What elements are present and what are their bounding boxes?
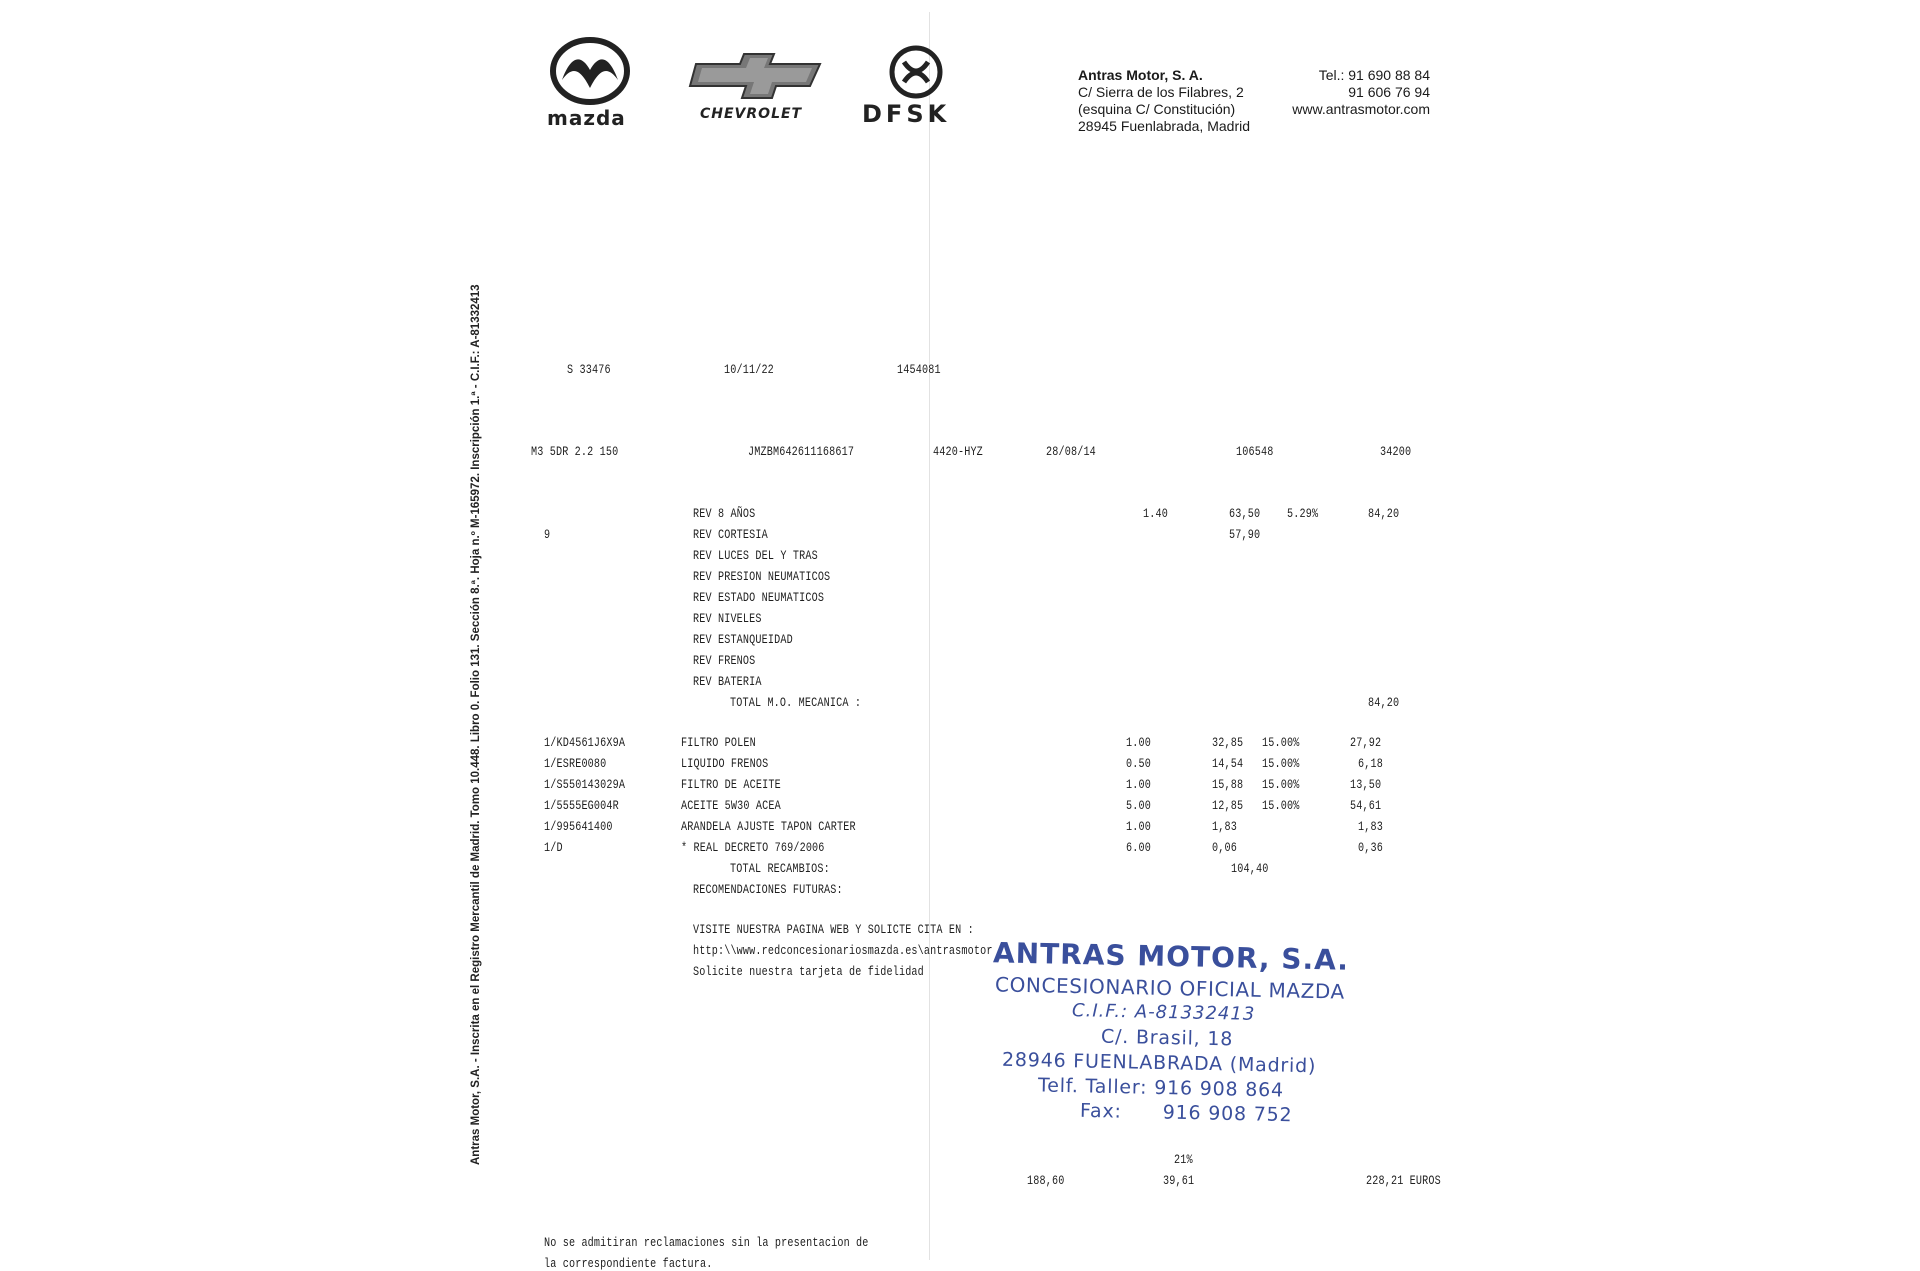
vehicle-model: M3 5DR 2.2 150 bbox=[531, 444, 619, 459]
labour-total-value: 84,20 bbox=[1368, 695, 1400, 710]
part-desc: FILTRO DE ACEITE bbox=[681, 777, 781, 792]
stamp-city: 28946 FUENLABRADA (Madrid) bbox=[1001, 1048, 1317, 1078]
part-ref: 1/995641400 bbox=[544, 819, 613, 834]
stamp-cif: C.I.F.: A-81332413 bbox=[1071, 1000, 1256, 1025]
labour-main-hours: 1.40 bbox=[1143, 506, 1168, 521]
part-total: 6,18 bbox=[1358, 756, 1383, 771]
company-address-block bbox=[1078, 67, 1250, 135]
part-desc: FILTRO POLEN bbox=[681, 735, 756, 750]
labour-courtesy-desc: REV CORTESIA bbox=[693, 527, 768, 542]
company-address-line-1: C/ Sierra de los Filabres, 2 bbox=[1078, 84, 1244, 100]
vat-rate: 21% bbox=[1174, 1152, 1193, 1167]
vehicle-code: 34200 bbox=[1380, 444, 1412, 459]
part-total: 27,92 bbox=[1350, 735, 1382, 750]
labour-main-price: 63,50 bbox=[1229, 506, 1261, 521]
company-address-line-2: (esquina C/ Constitución) bbox=[1078, 101, 1236, 117]
labour-check-item: REV ESTADO NEUMATICOS bbox=[693, 590, 825, 605]
vehicle-registration-date: 28/08/14 bbox=[1046, 444, 1096, 459]
part-price: 14,54 bbox=[1212, 756, 1244, 771]
part-total: 13,50 bbox=[1350, 777, 1382, 792]
labour-check-item: REV ESTANQUEIDAD bbox=[693, 632, 793, 647]
labour-check-item: REV PRESION NEUMATICOS bbox=[693, 569, 831, 584]
part-discount: 15.00% bbox=[1262, 735, 1300, 750]
stamp-street: C/. Brasil, 18 bbox=[1100, 1025, 1234, 1051]
labour-check-item: REV BATERIA bbox=[693, 674, 762, 689]
invoice-date: 10/11/22 bbox=[724, 362, 774, 377]
invoice-ref: 1454081 bbox=[897, 362, 941, 377]
part-ref: 1/ESRE0080 bbox=[544, 756, 607, 771]
labour-courtesy-price: 57,90 bbox=[1229, 527, 1261, 542]
part-ref: 1/KD4561J6X9A bbox=[544, 735, 626, 750]
part-discount: 15.00% bbox=[1262, 756, 1300, 771]
dfsk-emblem-icon bbox=[888, 44, 944, 100]
note-url-line: http:\\www.redconcesionariosmazda.es\antrasmotor bbox=[693, 943, 993, 958]
company-contact-block bbox=[1250, 67, 1430, 118]
chevrolet-bowtie-icon bbox=[688, 52, 828, 100]
labour-main-total: 84,20 bbox=[1368, 506, 1400, 521]
note-website-line: VISITE NUESTRA PAGINA WEB Y SOLICTE CITA EN : bbox=[693, 922, 974, 937]
part-ref: 1/D bbox=[544, 840, 563, 855]
invoice-total: 228,21 EUROS bbox=[1366, 1173, 1441, 1188]
part-qty: 1.00 bbox=[1126, 735, 1151, 750]
part-total: 1,83 bbox=[1358, 819, 1383, 834]
mazda-emblem-icon bbox=[548, 36, 632, 106]
page-fold-line bbox=[929, 12, 930, 1260]
stamp-dealer-line: CONCESIONARIO OFICIAL MAZDA bbox=[994, 972, 1346, 1004]
part-price: 0,06 bbox=[1212, 840, 1237, 855]
parts-total-label: TOTAL RECAMBIOS: bbox=[730, 861, 830, 876]
company-phone-1: Tel.: 91 690 88 84 bbox=[1318, 67, 1430, 83]
part-desc: LIQUIDO FRENOS bbox=[681, 756, 769, 771]
part-ref: 1/S550143029A bbox=[544, 777, 626, 792]
part-price: 1,83 bbox=[1212, 819, 1237, 834]
part-price: 15,88 bbox=[1212, 777, 1244, 792]
part-discount: 15.00% bbox=[1262, 798, 1300, 813]
labour-check-item: REV NIVELES bbox=[693, 611, 762, 626]
labour-courtesy-qty: 9 bbox=[544, 527, 551, 542]
part-discount: 15.00% bbox=[1262, 777, 1300, 792]
part-total: 0,36 bbox=[1358, 840, 1383, 855]
labour-total-label: TOTAL M.O. MECANICA : bbox=[730, 695, 862, 710]
part-price: 32,85 bbox=[1212, 735, 1244, 750]
mazda-wordmark: mazda bbox=[547, 106, 626, 130]
tax-base: 188,60 bbox=[1027, 1173, 1065, 1188]
part-qty: 0.50 bbox=[1126, 756, 1151, 771]
vehicle-vin: JMZBM642611168617 bbox=[748, 444, 855, 459]
invoice-number: S 33476 bbox=[567, 362, 611, 377]
part-qty: 1.00 bbox=[1126, 777, 1151, 792]
labour-main-discount: 5.29% bbox=[1287, 506, 1319, 521]
part-qty: 6.00 bbox=[1126, 840, 1151, 855]
vehicle-km: 106548 bbox=[1236, 444, 1274, 459]
recommendations-label: RECOMENDACIONES FUTURAS: bbox=[693, 882, 843, 897]
dfsk-wordmark: DFSK bbox=[862, 100, 951, 128]
labour-check-item: REV LUCES DEL Y TRAS bbox=[693, 548, 818, 563]
chevrolet-wordmark: CHEVROLET bbox=[700, 106, 803, 122]
vehicle-plate: 4420-HYZ bbox=[933, 444, 983, 459]
company-address-line-3: 28945 Fuenlabrada, Madrid bbox=[1078, 118, 1251, 134]
part-desc: * REAL DECRETO 769/2006 bbox=[681, 840, 825, 855]
parts-total-value: 104,40 bbox=[1231, 861, 1269, 876]
note-loyalty-line: Solicite nuestra tarjeta de fidelidad bbox=[693, 964, 924, 979]
part-desc: ARANDELA AJUSTE TAPON CARTER bbox=[681, 819, 856, 834]
part-qty: 5.00 bbox=[1126, 798, 1151, 813]
footer-line-2: la correspondiente factura. bbox=[544, 1256, 713, 1271]
part-qty: 1.00 bbox=[1126, 819, 1151, 834]
footer-line-1: No se admitiran reclamaciones sin la presentacion de bbox=[544, 1235, 869, 1250]
company-name: Antras Motor, S. A. bbox=[1078, 67, 1203, 83]
registry-side-text: Antras Motor, S.A. - Inscrita en el Registro Mercantil de Madrid. Tomo 10.448. Libro 0. Folio 131. Sección 8.ª. Hoja n.º M-165972. Inscripción 1.ª - C.I.F.: A-81332413 bbox=[470, 284, 482, 1165]
part-desc: ACEITE 5W30 ACEA bbox=[681, 798, 781, 813]
stamp-company-name: ANTRAS MOTOR, S.A. bbox=[992, 936, 1350, 977]
stamp-fax: Fax: 916 908 752 bbox=[1079, 1099, 1293, 1127]
company-website: www.antrasmotor.com bbox=[1292, 101, 1430, 117]
part-price: 12,85 bbox=[1212, 798, 1244, 813]
company-phone-2: 91 606 76 94 bbox=[1348, 84, 1430, 100]
labour-check-item: REV FRENOS bbox=[693, 653, 756, 668]
part-total: 54,61 bbox=[1350, 798, 1382, 813]
part-ref: 1/5555EG004R bbox=[544, 798, 619, 813]
stamp-phone: Telf. Taller: 916 908 864 bbox=[1037, 1074, 1285, 1102]
vat-amount: 39,61 bbox=[1163, 1173, 1195, 1188]
labour-main-desc: REV 8 AÑOS bbox=[693, 506, 756, 521]
